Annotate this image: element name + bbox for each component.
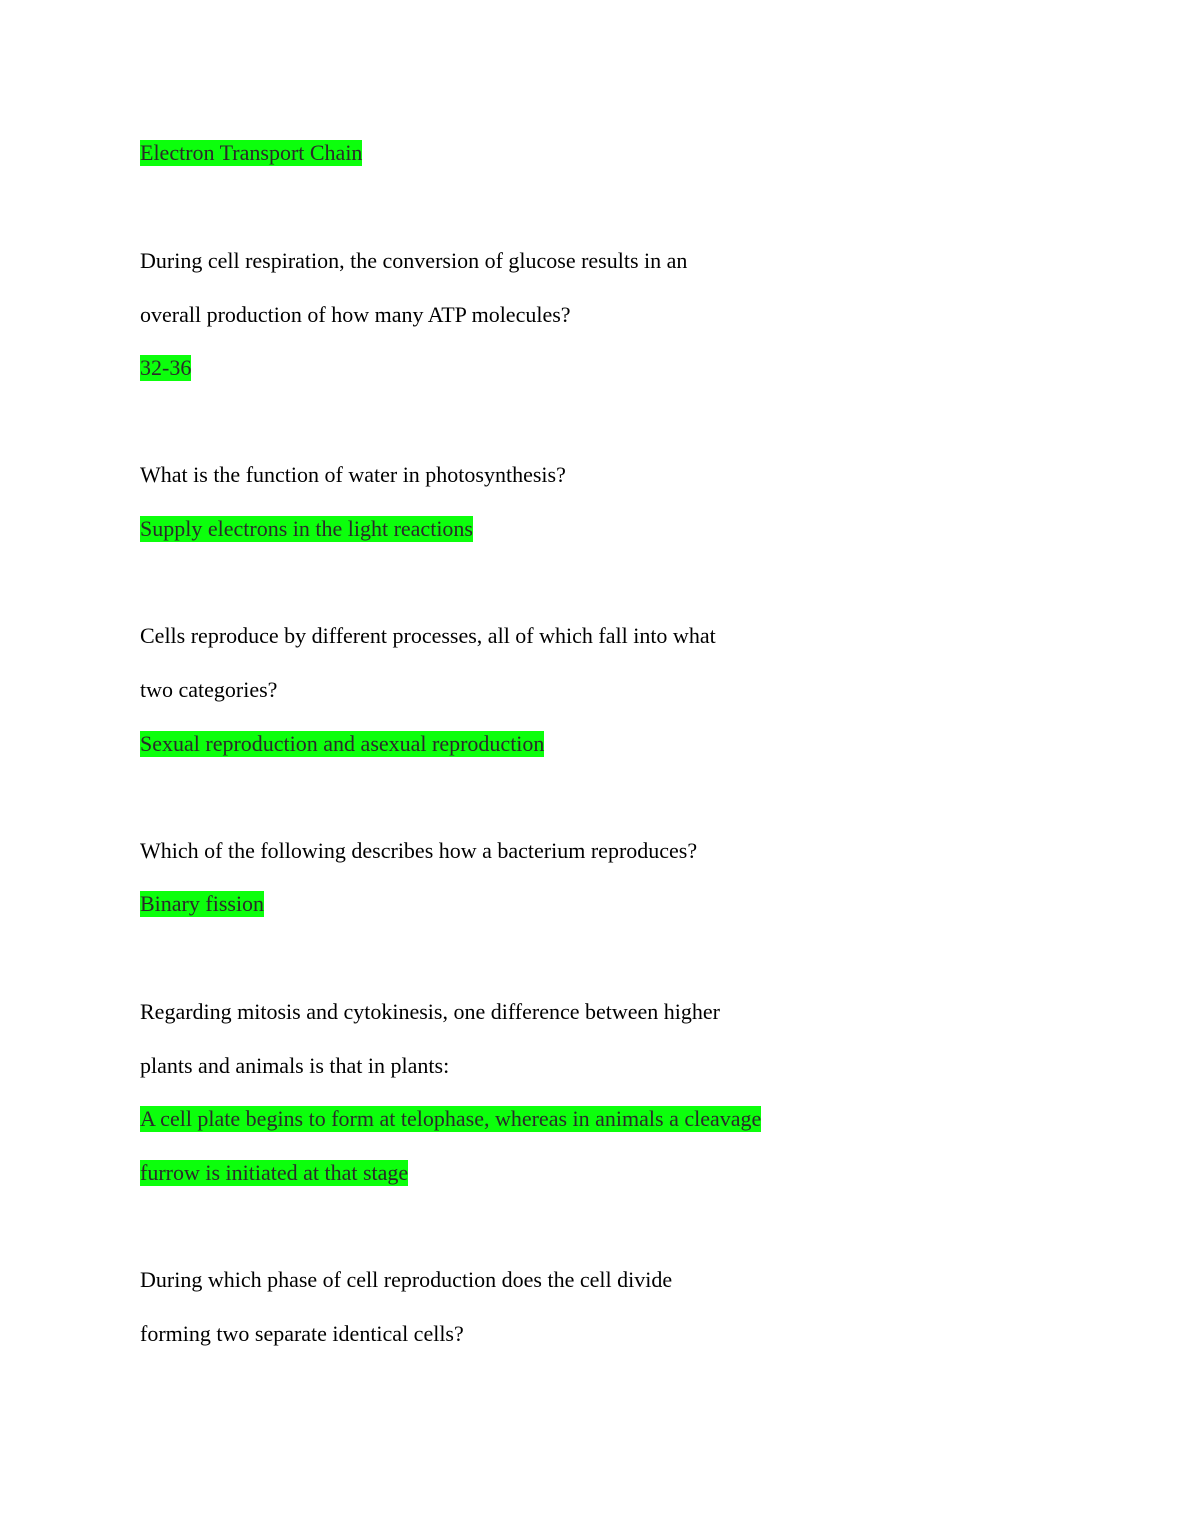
answer-highlight: A cell plate begins to form at telophase, whereas in animals a cleavage (140, 1106, 762, 1131)
answer-highlight: Binary fission (140, 891, 265, 916)
heading-line (140, 140, 362, 166)
answer-highlight: Supply electrons in the light reactions (140, 516, 473, 541)
answer-highlight: Sexual reproduction and asexual reproduction (140, 731, 545, 756)
answer-highlight: furrow is initiated at that stage (140, 1160, 409, 1185)
question-line: During which phase of cell reproduction does the cell divide (140, 1267, 673, 1292)
question-line: During cell respiration, the conversion of glucose results in an (140, 248, 688, 273)
answer-line (140, 355, 191, 381)
answer-line (140, 1160, 408, 1186)
question-line: plants and animals is that in plants: (140, 1053, 450, 1078)
question-line: Cells reproduce by different processes, all of which fall into what (140, 623, 716, 648)
answer-line (140, 1106, 761, 1132)
question-line: overall production of how many ATP molecules? (140, 302, 571, 327)
question-line: What is the function of water in photosynthesis? (140, 462, 566, 487)
question-line: two categories? (140, 677, 278, 702)
answer-highlight: Electron Transport Chain (140, 140, 363, 165)
answer-line (140, 891, 264, 917)
answer-highlight: 32-36 (140, 355, 192, 380)
question-line: Regarding mitosis and cytokinesis, one difference between higher (140, 999, 720, 1024)
question-line: forming two separate identical cells? (140, 1321, 464, 1346)
answer-line (140, 516, 473, 542)
answer-line (140, 731, 544, 757)
question-line: Which of the following describes how a bacterium reproduces? (140, 838, 698, 863)
